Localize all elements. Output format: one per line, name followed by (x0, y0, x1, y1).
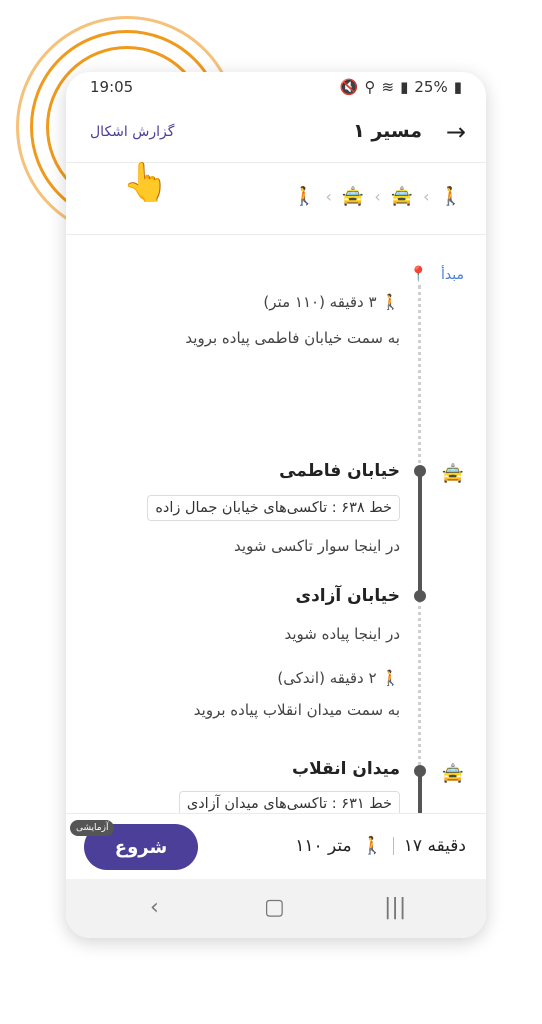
report-issue-link[interactable]: گزارش اشکال (90, 124, 175, 140)
location-icon: ⚲ (364, 78, 376, 96)
wifi-icon: ≋ (381, 78, 395, 96)
stop-name: خیابان فاطمی (279, 461, 400, 481)
taxi-line-badge[interactable]: خط ۶۳۸ : تاکسی‌های خیابان جمال زاده (147, 495, 400, 521)
walk-path-line (418, 595, 421, 771)
status-time: 19:05 (90, 78, 134, 96)
stop-dot (414, 765, 426, 777)
walk-duration: 🚶 ۳ دقیقه (۱۱۰ متر) (263, 293, 400, 311)
taxi-icon: 🚖 (390, 186, 414, 207)
start-button[interactable]: شروع (84, 824, 198, 870)
walk-icon: 🚶 (439, 186, 462, 207)
chevron-left-icon: ‹ (423, 187, 430, 206)
walk-instruction: به سمت خیابان فاطمی پیاده بروید (185, 329, 400, 347)
home-nav-icon[interactable]: ▢ (264, 895, 285, 920)
battery-icon: ▮ (453, 78, 462, 96)
walk-distance: ۱۱۰ متر (295, 836, 352, 856)
taxi-icon: 🚖 (441, 463, 464, 484)
route-summary (295, 836, 466, 856)
beta-badge: آزمایشی (70, 820, 114, 836)
taxi-icon: 🚖 (441, 763, 464, 784)
stop-name: خیابان آزادی (295, 586, 400, 606)
arrow-right-icon[interactable]: → (445, 118, 466, 146)
location-pin-icon: 📍 (409, 265, 428, 283)
alight-instruction: در اینجا پیاده شوید (284, 625, 400, 643)
stop-dot (414, 590, 426, 602)
battery-percent: 25% (414, 78, 448, 96)
stop-dot (414, 465, 426, 477)
taxi-icon: 🚖 (341, 186, 365, 207)
bottom-bar (66, 813, 486, 880)
walk-icon: 🚶 (293, 186, 316, 207)
recents-nav-icon[interactable]: ||| (384, 895, 407, 920)
taxi-line-badge[interactable]: خط ۶۳۱ : تاکسی‌های میدان آزادی (179, 791, 400, 817)
hand-pointer-icon: 👆 (122, 160, 170, 204)
chevron-left-icon: ‹ (325, 187, 332, 206)
back-nav-icon[interactable]: ‹ (150, 895, 159, 920)
walk-icon: 🚶 (381, 669, 400, 687)
walk-icon: 🚶 (361, 836, 383, 856)
mute-icon: 🔇 (339, 78, 359, 96)
chevron-left-icon: ‹ (374, 187, 381, 206)
total-time: ۱۷ دقیقه (403, 836, 466, 856)
taxi-path-line (418, 471, 422, 595)
walk-icon: 🚶 (381, 293, 400, 311)
taxi-path-line (418, 771, 422, 813)
signal-icon: ▮ (400, 78, 409, 96)
walk-path-line (418, 285, 421, 471)
divider (393, 837, 394, 855)
system-nav-bar (66, 879, 486, 938)
app-bar (66, 104, 486, 163)
stop-name: میدان انقلاب (292, 759, 400, 779)
origin-label: مبدأ (441, 267, 464, 283)
page-title: مسیر ۱ (353, 120, 422, 142)
status-icons (340, 78, 462, 96)
status-bar (66, 72, 486, 104)
walk-instruction: به سمت میدان انقلاب پیاده بروید (193, 701, 400, 719)
walk-duration: 🚶 ۲ دقیقه (اندکی) (277, 669, 400, 687)
board-instruction: در اینجا سوار تاکسی شوید (234, 537, 400, 555)
route-steps (66, 235, 486, 813)
